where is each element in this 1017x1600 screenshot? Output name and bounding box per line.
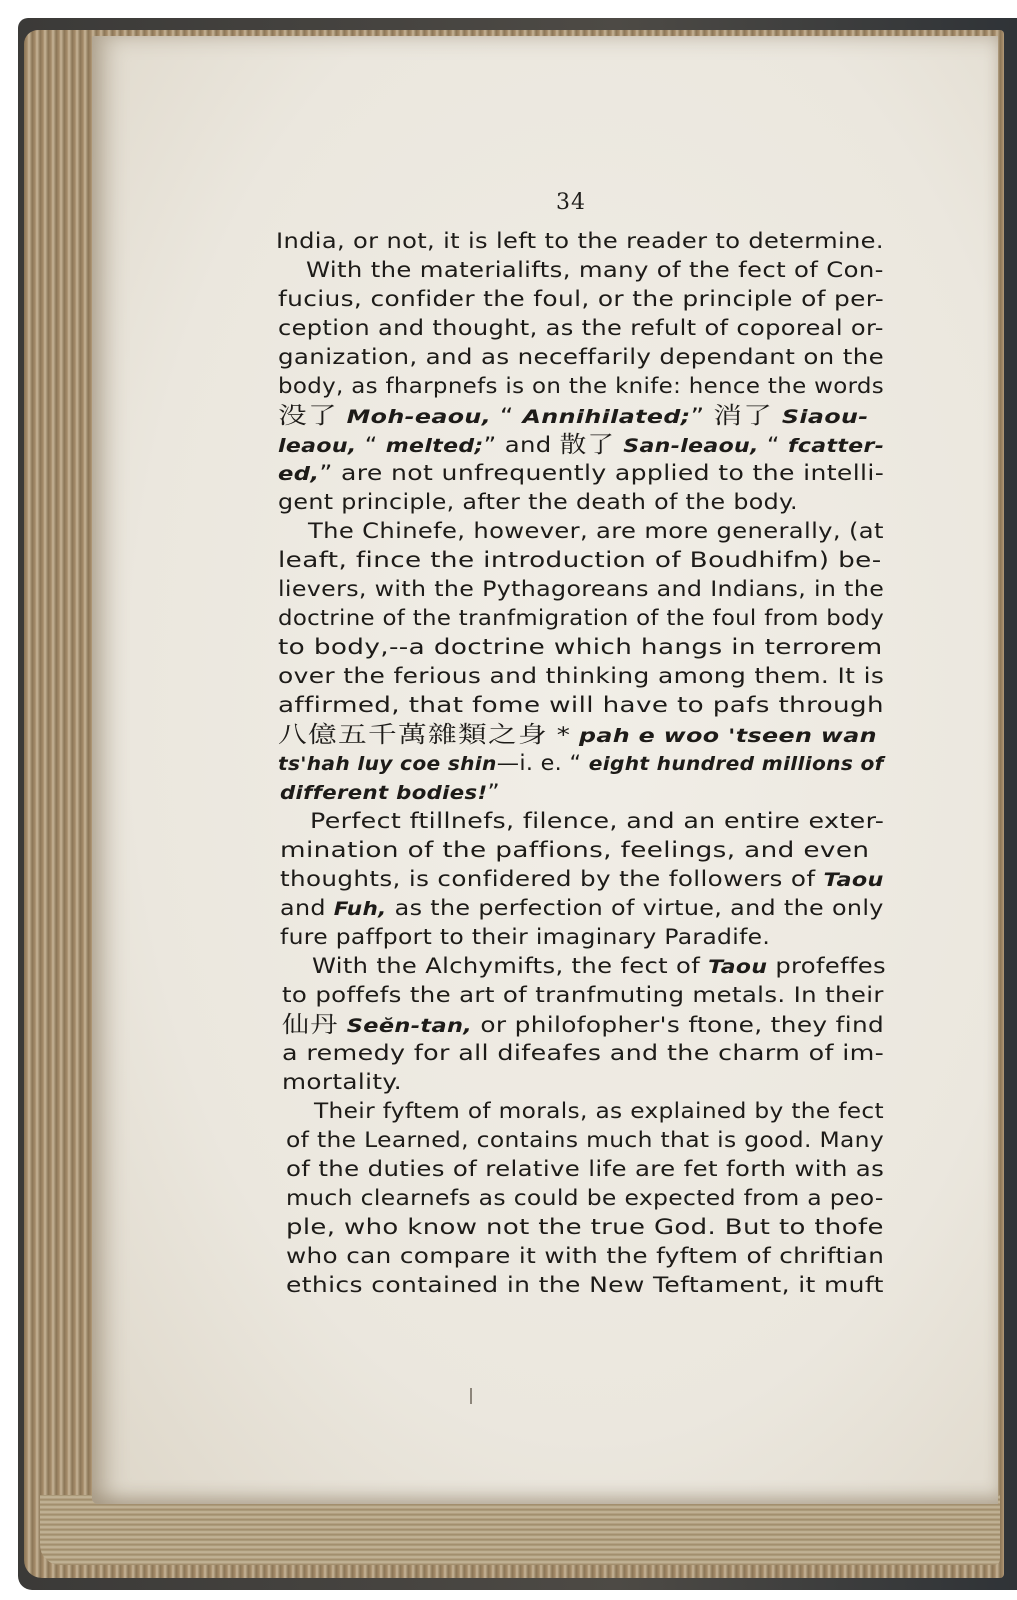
- text-line: [278, 753, 884, 774]
- italic-text: eight hundred millions of: [588, 753, 884, 775]
- text-run: thoughts, is confidered by the followers of: [280, 867, 824, 891]
- italic-text: Fuh,: [333, 898, 387, 920]
- text-line: [278, 695, 884, 716]
- text-line: [278, 405, 869, 428]
- text-run: ”: [690, 404, 714, 428]
- text-line: [306, 260, 884, 281]
- text-run: mination of the paffions, feelings, and even: [280, 838, 870, 862]
- text-line: [280, 840, 869, 861]
- text-line: [314, 1101, 884, 1122]
- text-line: [282, 1014, 884, 1037]
- text-run: mortality.: [282, 1070, 403, 1094]
- italic-text: melted;: [385, 435, 484, 457]
- page-number: 34: [556, 190, 586, 215]
- text-run: India, or not, it is left to the reader to determine.: [276, 229, 884, 253]
- text-line: [278, 666, 884, 687]
- text-line: [278, 347, 884, 368]
- text-run: ethics contained in the New Teftament, it muft: [286, 1273, 884, 1297]
- text-run: body, as fharpnefs is on the knife: hence the words: [278, 374, 885, 398]
- italic-text: Siaou-: [773, 406, 869, 428]
- italic-text: Seĕn-tan,: [338, 1015, 473, 1037]
- text-run: “: [758, 433, 788, 457]
- text-line: [278, 463, 884, 484]
- chinese-characters: 消了: [713, 403, 774, 429]
- italic-text: Taou: [823, 869, 884, 891]
- chinese-characters: 八億五千萬雜類之身: [278, 722, 548, 748]
- text-line: [278, 579, 884, 600]
- text-line: [286, 1130, 884, 1151]
- text-run: leaft, fince the introduction of Boudhifm) be-: [278, 548, 882, 572]
- text-line: [278, 376, 884, 397]
- text-line: [280, 927, 770, 948]
- text-run: of the Learned, contains much that is good. Many: [286, 1128, 885, 1152]
- italic-text: ts'hah luy coe shin: [278, 753, 497, 775]
- text-run: lievers, with the Pythagoreans and Indians, in the: [278, 577, 885, 601]
- italic-text: Annihilated;: [522, 406, 691, 428]
- text-line: [280, 869, 884, 890]
- text-line: [280, 782, 500, 803]
- text-line: [310, 811, 884, 832]
- text-line: [286, 1246, 884, 1267]
- text-run: to poffefs the art of tranfmuting metals. In their: [282, 983, 884, 1007]
- text-line: [278, 289, 884, 310]
- italic-text: Moh-eaou,: [338, 406, 492, 428]
- italic-text: ed,: [278, 463, 320, 485]
- footer-mark: [470, 1388, 472, 1404]
- italic-text: pah e woo 'tseen wan: [578, 725, 877, 747]
- text-run: of the duties of relative life are fet forth with as: [286, 1157, 885, 1181]
- text-line: [286, 1275, 884, 1296]
- text-run: *: [548, 723, 579, 747]
- text-line: [278, 637, 883, 658]
- text-line: [282, 1043, 884, 1064]
- text-run: gent principle, after the death of the body.: [278, 490, 798, 514]
- text-line: [278, 608, 884, 629]
- text-run: “: [356, 433, 386, 457]
- italic-text: San-leaou,: [615, 435, 759, 457]
- text-line: [286, 1188, 884, 1209]
- text-line: [278, 724, 877, 747]
- text-run: fure paffport to their imaginary Paradife.: [280, 925, 771, 949]
- text-run: who can compare it with the fyftem of chriftian: [286, 1244, 885, 1268]
- text-run: fucius, confider the foul, or the principle of per-: [278, 287, 885, 311]
- text-run: or philofopher's ftone, they find: [472, 1013, 885, 1037]
- text-run: ” and: [483, 433, 560, 457]
- text-run: The Chinefe, however, are more generally, (at: [308, 519, 884, 543]
- text-run: ganization, and as neceffarily dependant on the: [278, 345, 885, 369]
- chinese-characters: 仙丹: [282, 1012, 339, 1038]
- text-line: [286, 1217, 884, 1238]
- text-run: a remedy for all difeafes and the charm of im-: [282, 1041, 885, 1065]
- text-run: as the perfection of virtue, and the only: [386, 896, 884, 920]
- text-line: [282, 985, 884, 1006]
- text-line: [278, 550, 882, 571]
- text-line: [278, 492, 798, 513]
- text-run: “: [491, 404, 523, 428]
- text-line: [308, 521, 884, 542]
- text-line: [278, 434, 884, 457]
- text-run: to body,--a doctrine which hangs in terrorem: [278, 635, 883, 659]
- text-line: [278, 318, 884, 339]
- text-run: ple, who know not the true God. But to thofe: [286, 1215, 884, 1239]
- text-run: profeffes: [767, 954, 887, 978]
- text-run: With the Alchymifts, the fect of: [312, 954, 709, 978]
- text-run: affirmed, that fome will have to pafs through: [278, 693, 885, 717]
- italic-text: leaou,: [278, 435, 357, 457]
- text-run: ”: [487, 780, 500, 804]
- text-run: much clearnefs as could be expected from a peo-: [286, 1186, 884, 1210]
- text-run: over the ferious and thinking among them. It is: [278, 664, 885, 688]
- text-line: [280, 898, 884, 919]
- text-run: With the materialifts, many of the fect of Con-: [306, 258, 884, 282]
- text-line: [312, 956, 886, 977]
- italic-text: fcatter-: [787, 435, 885, 457]
- chinese-characters: 没了: [278, 403, 338, 429]
- page-edges-bottom: [40, 1495, 1000, 1565]
- text-run: Their fyftem of morals, as explained by the fect: [314, 1099, 885, 1123]
- text-run: Perfect ftillnefs, filence, and an entire exter-: [310, 809, 885, 833]
- italic-text: different bodies!: [280, 782, 488, 804]
- text-run: —i. e. “: [496, 751, 589, 775]
- italic-text: Taou: [708, 956, 768, 978]
- text-run: and: [280, 896, 334, 920]
- text-run: ception and thought, as the refult of coporeal or-: [278, 316, 884, 340]
- text-line: [282, 1072, 402, 1093]
- chinese-characters: 散了: [559, 432, 616, 458]
- text-run: doctrine of the tranfmigration of the foul from body: [278, 606, 885, 630]
- text-line: [286, 1159, 884, 1180]
- text-line: [276, 231, 884, 252]
- text-run: ” are not unfrequently applied to the intelli-: [319, 461, 885, 485]
